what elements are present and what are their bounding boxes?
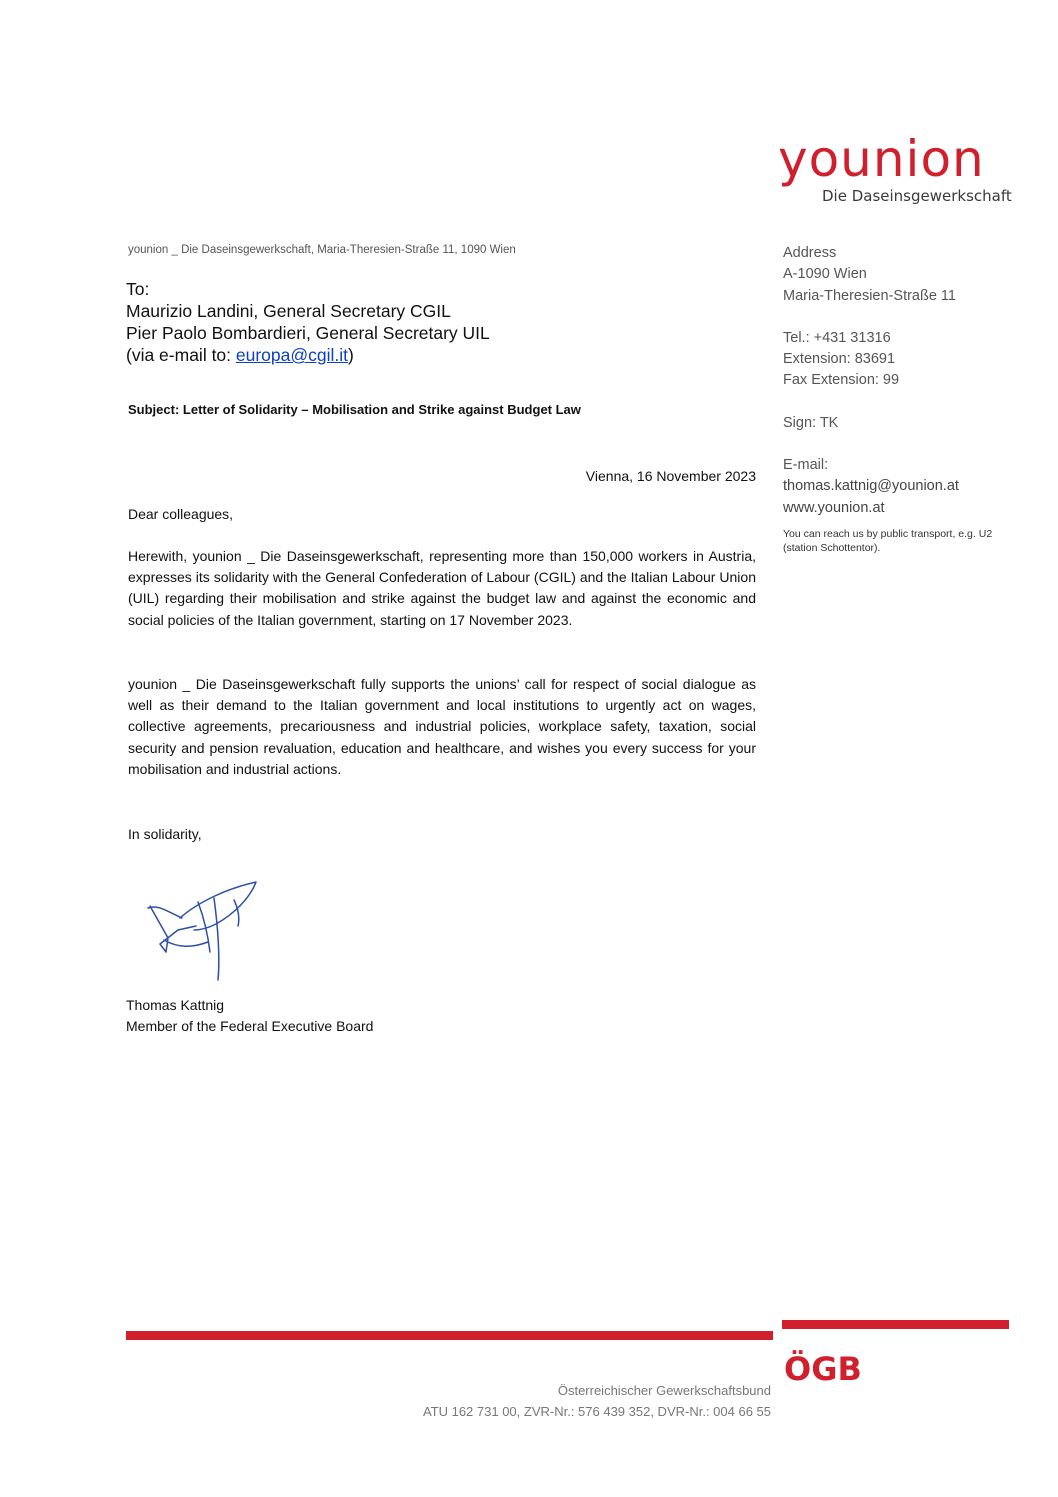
sidebar-website[interactable]: www.younion.at: [783, 499, 885, 516]
telephone: Tel.: +431 31316: [783, 329, 891, 346]
recipient-line-2: Pier Paolo Bombardieri, General Secretary UIL: [126, 323, 490, 343]
recipient-via-line: [126, 344, 490, 366]
recipient-email-link[interactable]: europa@cgil.it: [235, 345, 349, 365]
recipient-via-suffix: ): [348, 345, 354, 365]
footer-rule-left: [126, 1331, 773, 1340]
closing: In solidarity,: [128, 826, 202, 842]
younion-logo: [778, 130, 1012, 210]
footer-org-name: Österreichischer Gewerkschaftsbund: [557, 1383, 771, 1398]
fax-extension: Fax Extension: 99: [783, 372, 900, 389]
recipient-block: [126, 278, 490, 366]
recipient-to-label: To:: [126, 279, 150, 299]
sender-return-address: younion _ Die Daseinsgewerkschaft, Maria-Theresien-Straße 11, 1090 Wien: [128, 244, 516, 256]
body-paragraph-2: younion _ Die Daseinsgewerkschaft fully supports the unions’ call for respect of social dialogue as well as their demand to the Italian government and local institutions to urgently act on wages, collective agreements, precariousness and industrial policies, workplace safety, taxation, social security and pension revaluation, education and healthcare, and wishes you every success for your mobilisation and industrial actions.: [128, 676, 756, 777]
recipient-via-prefix: (via e-mail to:: [126, 345, 236, 365]
transport-note: You can reach us by public transport, e.g. U2 (station Schottentor).: [783, 527, 993, 554]
logo-tagline: Die Daseinsgewerkschaft: [822, 187, 1012, 205]
sidebar-email[interactable]: thomas.kattnig@younion.at: [783, 478, 959, 495]
letter-subject: Subject: Letter of Solidarity – Mobilisation and Strike against Budget Law: [128, 402, 581, 417]
body-paragraph-1: Herewith, younion _ Die Daseinsgewerkschaft, representing more than 150,000 workers in Austria, expresses its solidarity with the General Confederation of Labour (CGIL) and the Italian Labour Union (UIL) regarding their mobilisation and strike against the budget law and against the economic and social policies of the Italian government, starting on 17 November 2023.: [128, 548, 756, 628]
sign-initials: Sign: TK: [783, 414, 839, 431]
letter-date: Vienna, 16 November 2023: [585, 468, 756, 484]
email-label: E-mail:: [783, 457, 829, 474]
handwritten-signature: [138, 878, 268, 988]
address-line-1: A-1090 Wien: [783, 266, 867, 283]
recipient-line-1: Maurizio Landini, General Secretary CGIL: [126, 301, 451, 321]
footer-rule-right: [782, 1320, 1009, 1329]
ogb-logo: ÖGB: [784, 1350, 862, 1388]
address-label: Address: [783, 245, 837, 261]
contact-sidebar: [783, 243, 1023, 555]
signer-block: [126, 995, 373, 1037]
signer-title: Member of the Federal Executive Board: [126, 1018, 374, 1034]
logo-wordmark: younion: [778, 130, 985, 188]
extension: Extension: 83691: [783, 351, 896, 368]
salutation: Dear colleagues,: [128, 506, 234, 522]
address-line-2: Maria-Theresien-Straße 11: [783, 287, 956, 304]
signer-name: Thomas Kattnig: [126, 997, 225, 1013]
footer-registration-ids: ATU 162 731 00, ZVR-Nr.: 576 439 352, DVR-Nr.: 004 66 55: [422, 1404, 771, 1419]
